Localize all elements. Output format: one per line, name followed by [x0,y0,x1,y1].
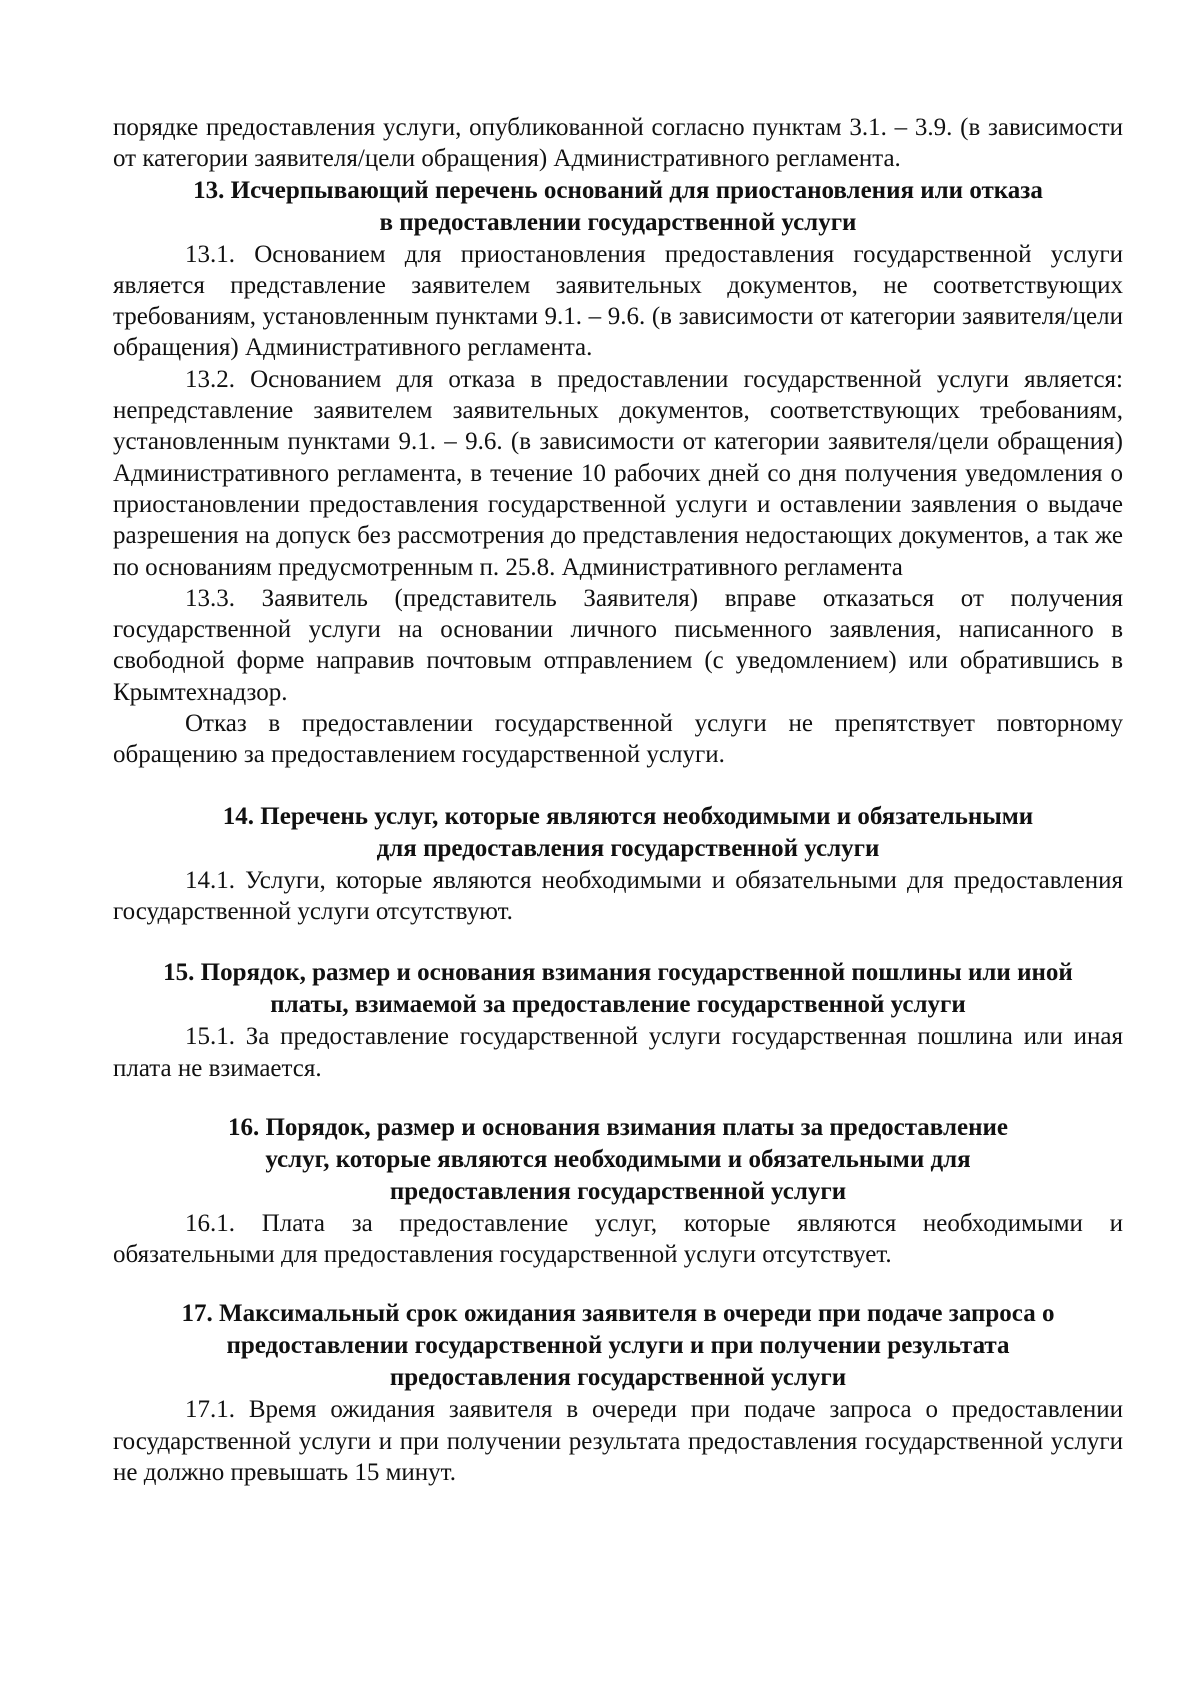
section-14-heading: 14. Перечень услуг, которые являются необходимыми и обязательными для предоставления государственной услуги [222,802,1034,862]
section-16-paragraph-1: 16.1. Плата за предоставление услуг, которые являются необходимыми и обязательными для предоставления государственной услуги отсутствует. [113,1209,1123,1269]
section-17-paragraph-1: 17.1. Время ожидания заявителя в очереди при подаче запроса о предоставлении государственной услуги и при получении результата предоставления государственной услуги не должно превышать 15 минут. [113,1396,1123,1487]
section-13-paragraph-4: Отказ в предоставлении государственной услуги не препятствует повторному обращению за предоставлением государственной услуги. [113,710,1123,769]
section-13-paragraph-1: 13.1. Основанием для приостановления предоставления государственной услуги является представление заявителем заявительных документов, не соответствующих требованиям, установленным пунктами 9.1. – 9.6. (в зависимости от категории заявителя/цели обращения) Административного регламента. [113,240,1123,362]
section-16-heading: 16. Порядок, размер и основания взимания платы за предоставление услуг, которые являются необходимыми и обязательными для предоставления государственной услуги [227,1113,1009,1205]
section-13-paragraph-3: 13.3. Заявитель (представитель Заявителя) вправе отказаться от получения государственной услуги на основании личного письменного заявления, написанного в свободной форме направив почтовым отправлением (с уведомлением) или обратившись в Крымтехнадзор. [113,584,1123,706]
section-13-paragraph-2: 13.2. Основанием для отказа в предоставлении государственной услуги является: непредставление заявителем заявительных документов, соответствующих требованиям, установленным пунктами 9.1. – 9.6. (в зависимости от категории заявителя/цели обращения) Административного регламента, в течение 10 рабочих дней со дня получения уведомления о приостановлении предоставления государственной услуги и оставлении заявления о выдаче разрешения на допуск без рассмотрения до представления недостающих документов, а так же по основаниям предусмотренным п. 25.8. Административного регламента [113,365,1123,581]
intro-paragraph: порядке предоставления услуги, опубликованной согласно пунктам 3.1. – 3.9. (в зависимости от категории заявителя/цели обращения) Административного регламента. [113,114,1123,173]
section-13-heading: 13. Исчерпывающий перечень оснований для приостановления или отказа в предоставлении государственной услуги [193,176,1043,236]
document-body [113,112,1123,1488]
section-14-paragraph-1: 14.1. Услуги, которые являются необходимыми и обязательными для предоставления государственной услуги отсутствуют. [113,866,1123,925]
section-15-paragraph-1: 15.1. За предоставление государственной услуги государственная пошлина или иная плата не взимается. [113,1023,1123,1082]
section-17-heading: 17. Максимальный срок ожидания заявителя в очереди при подаче запроса о предоставлении государственной услуги и при получении результата предоставления государственной услуги [181,1300,1055,1392]
section-15-heading: 15. Порядок, размер и основания взимания государственной пошлины или иной платы, взимаемой за предоставление государственной услуги [163,959,1073,1019]
